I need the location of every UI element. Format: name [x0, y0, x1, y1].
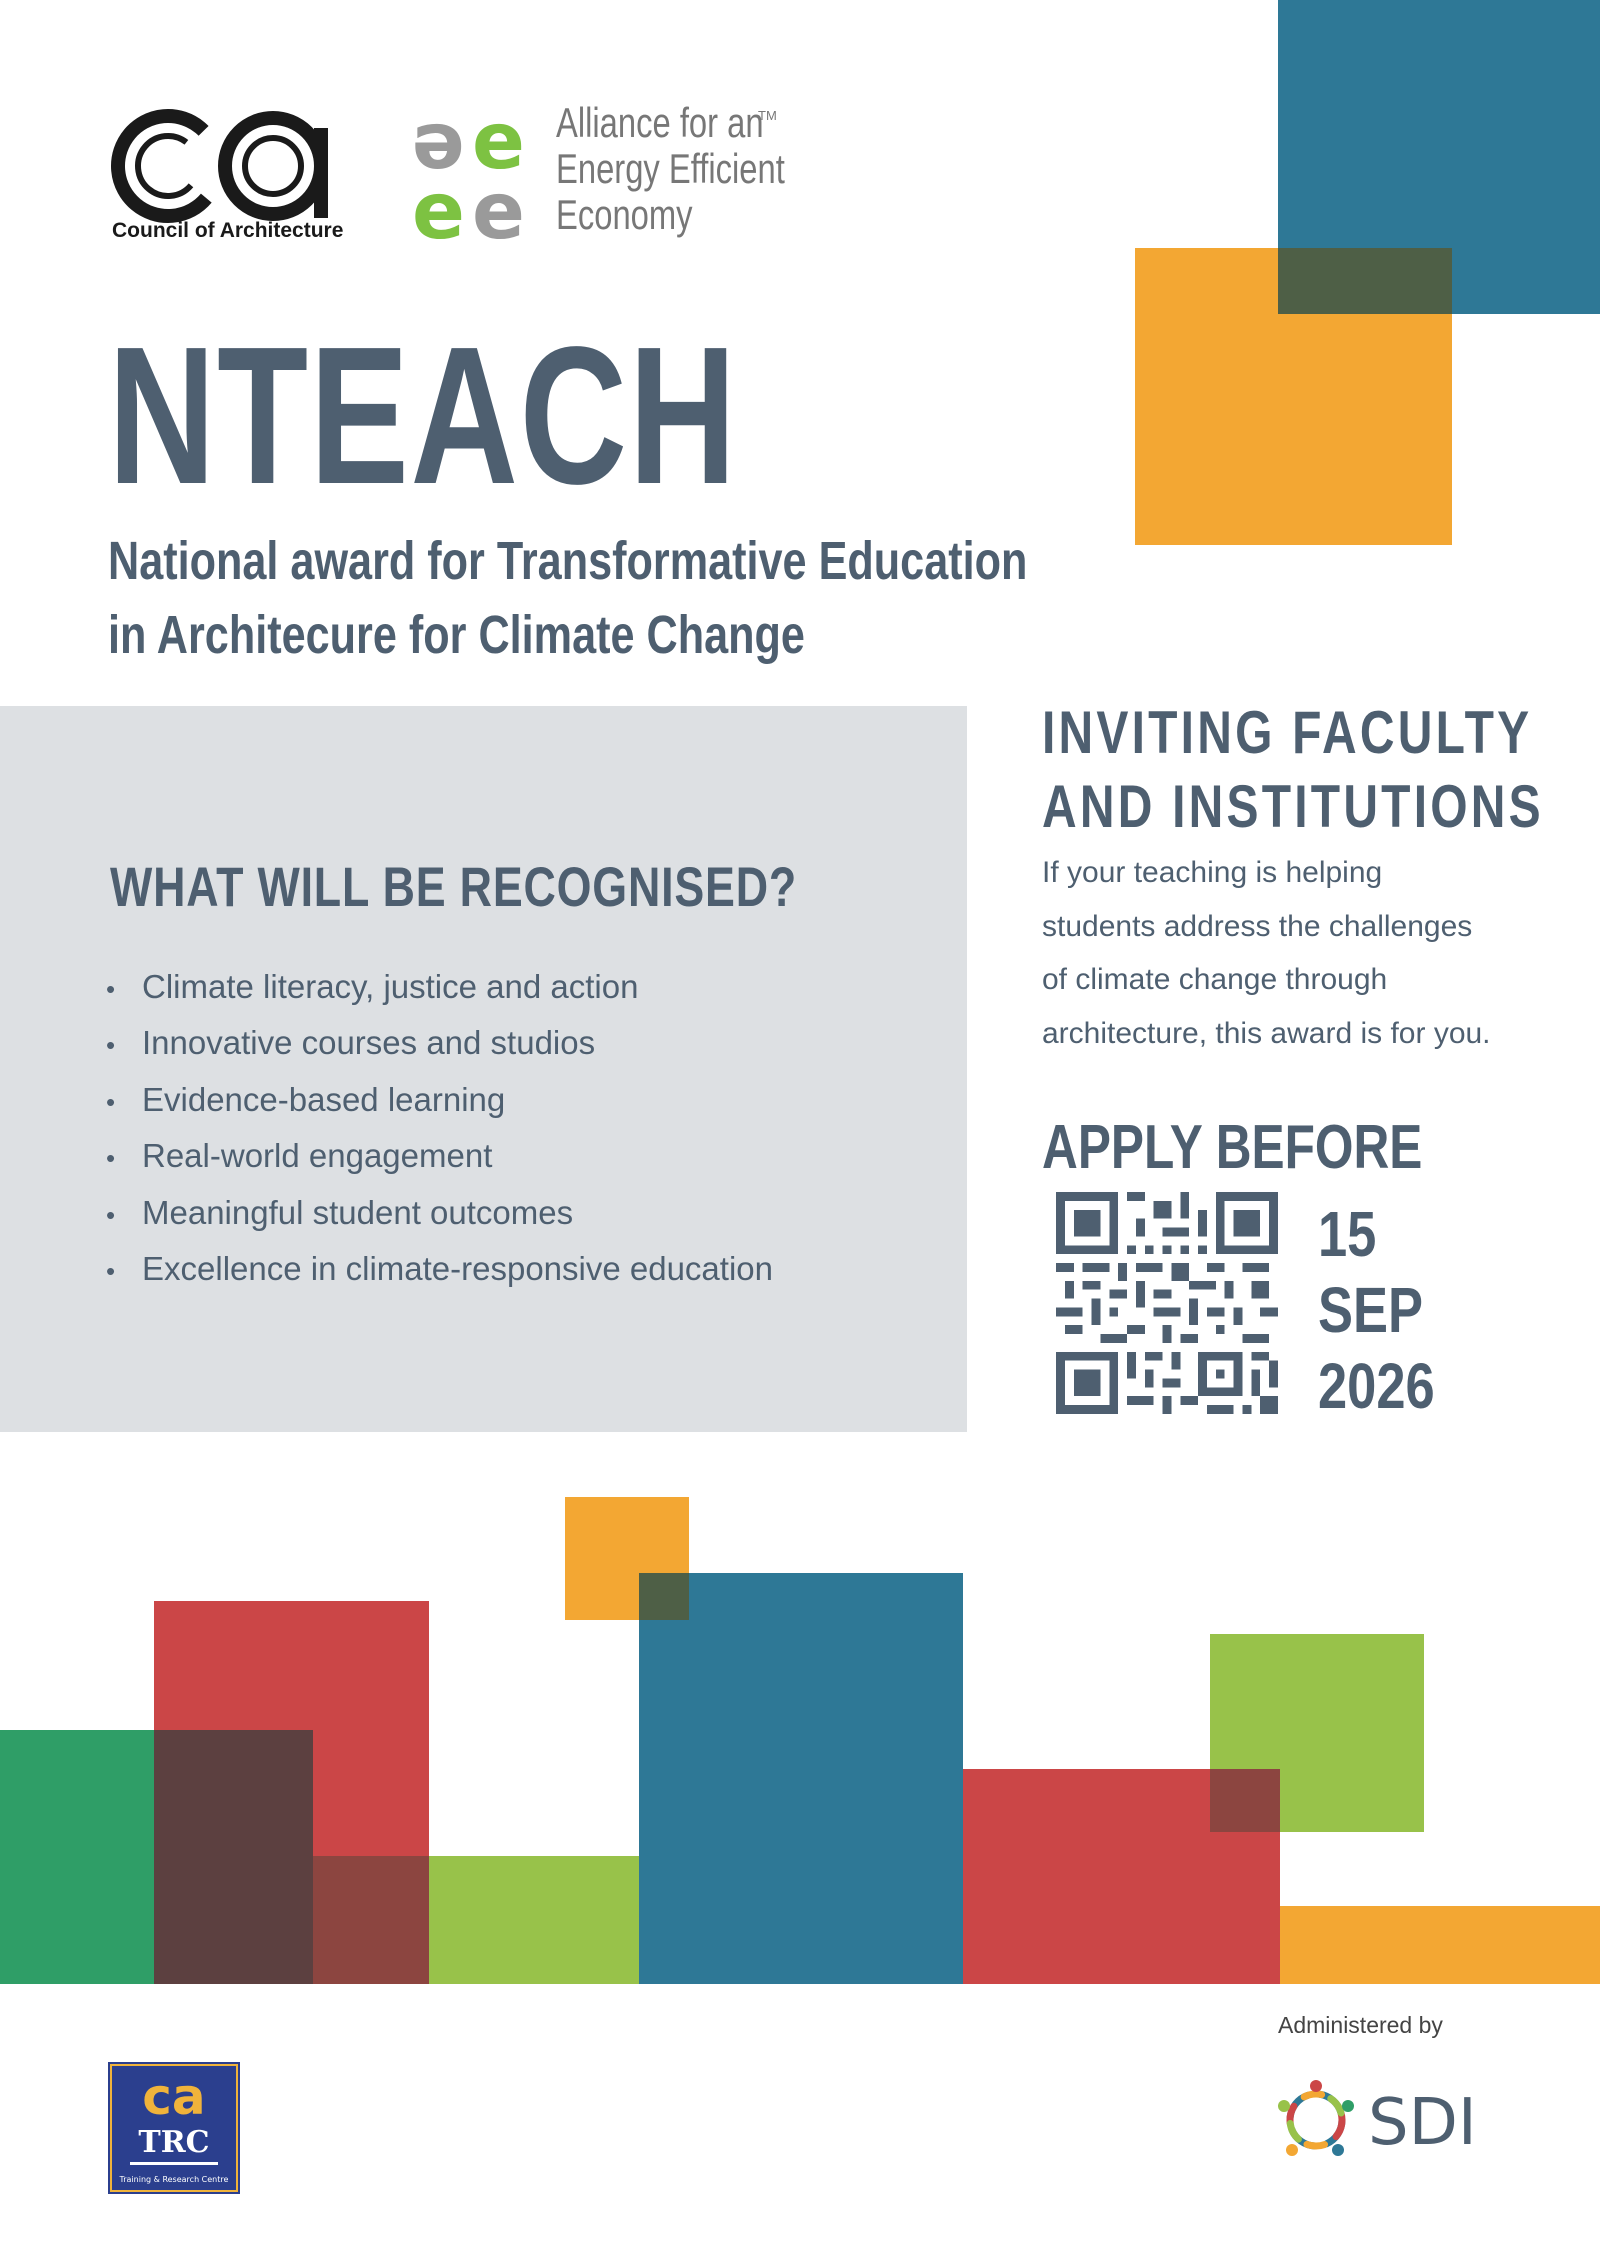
invite-body [1042, 846, 1562, 1060]
deco-overlap-mid [313, 1856, 429, 1984]
invite-body-line: architecture, this award is for you. [1042, 1016, 1491, 1050]
subtitle-line-2: in Architecure for Climate Change [108, 605, 805, 665]
invite-heading-line-2: AND INSTITUTIONS [1042, 773, 1544, 840]
aeee-line-2: Energy Efficient [556, 145, 785, 192]
list-item: • Real-world engagement [106, 1137, 493, 1175]
deadline-day: 15 [1318, 1198, 1377, 1270]
svg-text:e: e [472, 167, 525, 244]
svg-text:Training & Research Centre: Training & Research Centre [119, 2175, 229, 2184]
apply-heading: APPLY BEFORE [1042, 1113, 1423, 1182]
svg-text:SDI: SDI [1368, 2086, 1477, 2160]
deadline-date [1318, 1196, 1435, 1424]
page-title: NTEACH [108, 306, 738, 525]
list-item: • Excellence in climate-responsive education [106, 1250, 773, 1288]
deco-orange-right [1280, 1906, 1600, 1984]
deco-overlap-right [1210, 1769, 1280, 1832]
svg-text:ə: ə [412, 106, 465, 187]
svg-text:e: e [412, 167, 465, 244]
invite-heading-line-1: INVITING FACULTY [1042, 699, 1533, 766]
invite-body-line: of climate change through [1042, 963, 1388, 996]
administered-by-label: Administered by [1278, 2012, 1443, 2038]
list-item: • Innovative courses and studios [106, 1024, 596, 1062]
recognised-heading: WHAT WILL BE RECOGNISED? [110, 855, 798, 918]
list-item: • Meaningful student outcomes [106, 1193, 574, 1231]
aeee-line-3: Economy [556, 191, 693, 238]
svg-text:ca: ca [142, 2068, 206, 2126]
deco-teal-center [639, 1573, 963, 1984]
list-item: • Evidence-based learning [106, 1080, 506, 1118]
deadline-month: SEP [1318, 1274, 1424, 1346]
deco-overlap-top [1278, 248, 1452, 314]
invite-body-line: students address the challenges [1042, 909, 1473, 943]
qr-code-icon[interactable] [1056, 1192, 1278, 1414]
subtitle-line-1: National award for Transformative Education [108, 531, 1028, 591]
catrc-logo [108, 2062, 240, 2194]
page-subtitle [108, 524, 1027, 672]
svg-text:TRC: TRC [138, 2125, 210, 2160]
svg-text:e: e [472, 106, 525, 187]
trademark-mark: TM [758, 108, 777, 123]
deco-overlap-left [154, 1730, 313, 1984]
sdi-logo [1272, 2070, 1498, 2170]
deco-overlap-center [639, 1573, 689, 1620]
aeee-name [556, 100, 785, 238]
list-item: • Climate literacy, justice and action [106, 968, 639, 1005]
deadline-year: 2026 [1318, 1350, 1435, 1422]
invite-body-line: If your teaching is helping [1042, 856, 1383, 889]
invite-heading [1042, 696, 1544, 844]
aeee-line-1: Alliance for an [556, 99, 764, 146]
recognised-list [106, 960, 773, 1298]
aeee-logo-mark [412, 106, 544, 244]
council-of-architecture-label: Council of Architecture [112, 219, 344, 242]
